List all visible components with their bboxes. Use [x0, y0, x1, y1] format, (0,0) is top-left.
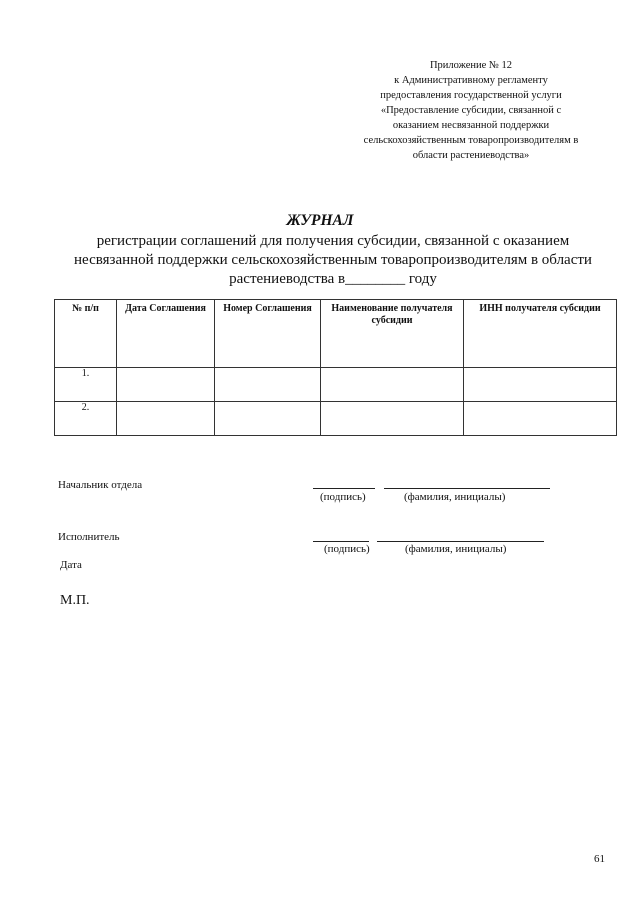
date-label: Дата — [60, 559, 82, 571]
appendix-line: «Предоставление субсидии, связанной с — [380, 105, 562, 116]
stamp-placeholder: М.П. — [60, 593, 90, 608]
row-number-cell: 1. — [55, 368, 117, 402]
appendix-line: предоставления государственной услуги — [380, 90, 562, 101]
table-cell — [321, 402, 464, 436]
executor-signature-hint: (подпись) — [324, 543, 370, 555]
chief-label: Начальник отдела — [58, 479, 143, 491]
document-title: ЖУРНАЛ — [286, 212, 354, 229]
table-cell — [117, 368, 215, 402]
page-number: 61 — [594, 853, 605, 865]
table-cell — [215, 402, 321, 436]
table-cell — [464, 402, 617, 436]
chief-name-hint: (фамилия, инициалы) — [404, 491, 506, 503]
appendix-line: Приложение № 12 — [429, 60, 513, 71]
header-cell-recipient-name: Наименование получателя субсидии — [321, 300, 464, 368]
table-row — [55, 402, 617, 436]
table-cell — [464, 368, 617, 402]
document-subtitle: регистрации соглашений для получения субсидии, связанной с оказанием несвязанной поддержки сельскохозяйственным товаропроизводителям в области растениеводства в________ году — [74, 233, 592, 287]
header-cell-number: № п/п — [55, 300, 117, 368]
executor-label: Исполнитель — [58, 531, 120, 543]
chief-signature-line — [313, 488, 375, 489]
appendix-line: области растениеводства» — [412, 150, 530, 161]
table-cell — [215, 368, 321, 402]
appendix-header — [340, 58, 602, 163]
chief-name-line — [384, 488, 550, 489]
header-cell-agreement-date: Дата Соглашения — [117, 300, 215, 368]
header-cell-agreement-number: Номер Соглашения — [215, 300, 321, 368]
table-cell — [321, 368, 464, 402]
table-cell — [117, 402, 215, 436]
appendix-line: сельскохозяйственным товаропроизводителям в — [363, 135, 579, 146]
header-cell-recipient-inn: ИНН получателя субсидии — [464, 300, 617, 368]
registration-table — [54, 299, 617, 436]
executor-name-hint: (фамилия, инициалы) — [405, 543, 507, 555]
table-row — [55, 368, 617, 402]
executor-name-line — [377, 541, 544, 542]
row-number-cell: 2. — [55, 402, 117, 436]
appendix-line: к Административному регламенту — [394, 75, 548, 86]
chief-signature-hint: (подпись) — [320, 491, 366, 503]
appendix-line: оказанием несвязанной поддержки — [392, 120, 550, 131]
table-header-row — [55, 300, 617, 368]
executor-signature-line — [313, 541, 369, 542]
